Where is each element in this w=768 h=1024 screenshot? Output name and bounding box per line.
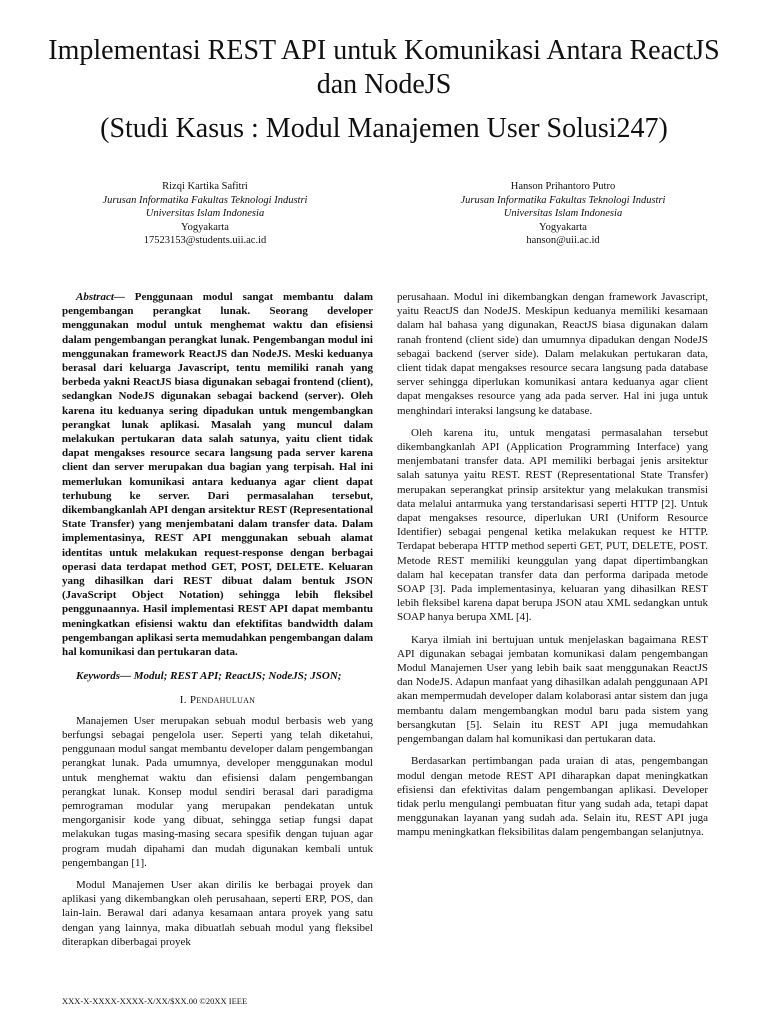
paragraph: Modul Manajemen User akan dirilis ke berbagai proyek dan aplikasi yang dikembangkan oleh perusahaan, seperti ERP, POS, dan lain-lain. Berawal dari adanya kesamaan antara proyek yang satu dengan yang lainnya, maka dibuatlah sebuah modul yang fleksibel diterapkan diberbagai proyek	[62, 878, 373, 948]
author-name: Hanson Prihantoro Putro	[510, 181, 616, 192]
abstract-text: Penggunaan modul sangat membantu dalam pengembangan perangkat lunak. Seorang developer menggunakan modul untuk menghemat waktu dan efisiensi dalam pengembangan perangkat lunak. Pengembangan modul ini menggunakan framework ReactJS dan NodeJS. Meski keduanya berasal dari keluarga Javascript, tentu memiliki ranah yang berbeda yakni ReactJS biasa digunakan sebagai frontend (client), sedangkan NodeJS digunakan sebagai backend (server). Oleh karena itu keduanya sering dipadukan untuk mengembangkan perangkat lunak aplikasi. Masalah yang muncul dalam melakukan pertukaran data salah satunya, yaitu client tidak dapat mengakses resource secara langsung pada server karena client dan server merupakan dua bagian yang terpisah. Hal ini memerlukan komunikasi antara keduanya agar client dapat terhubung ke server. Dari permasalahan tersebut, dikembangkanlah API dengan arsitektur REST (Representational State Transfer) yang menjembatani dalam transfer data. Dalam implementasinya, REST API menggunakan sebuah alamat identitas untuk melakukan request-response dengan berbagai operasi data terdapat method GET, POST, DELETE. Keluaran yang dihasilkan dari REST dibuat dalam bentuk JSON (JavaScript Object Notation) sehingga lebih fleksibel penggunaannya. Hasil implementasi REST API dapat membantu meningkatkan efisiensi waktu dan efektifitas bandwidth dalam pengembangan aplikasi serta memudahkan pengembangan dalam hal komunikasi dan pertukaran data.	[62, 291, 373, 659]
author-email: hanson@uii.ac.id	[526, 235, 600, 246]
author-univ: Universitas Islam Indonesia	[503, 208, 623, 219]
abstract	[62, 290, 373, 659]
left-column	[62, 290, 373, 957]
author-city: Yogyakarta	[181, 221, 229, 233]
title-block	[30, 34, 738, 146]
section-number: I.	[179, 694, 187, 707]
copyright-footer: XXX-X-XXXX-XXXX-X/XX/$XX.00 ©20XX IEEE	[62, 996, 248, 1006]
keywords: Keywords— Modul; REST API; ReactJS; NodeJS; JSON;	[76, 670, 342, 683]
author-2	[398, 180, 728, 248]
author-univ: Universitas Islam Indonesia	[145, 208, 265, 219]
paper-title: Implementasi REST API untuk Komunikasi Antara ReactJS dan NodeJS	[48, 35, 720, 100]
author-dept: Jurusan Informatika Fakultas Teknologi Industri	[460, 194, 666, 206]
section-heading	[62, 693, 373, 707]
paragraph: Manajemen User merupakan sebuah modul berbasis web yang berfungsi sebagai pengelola user. Seperti yang telah diketahui, penggunaan modul sangat membantu developer dalam pengembangan perangkat lunak. Pada umumnya, developer menggunakan modul untuk menghemat waktu dan efisiensi dalam pengembangan perangkat lunak. Konsep modul sendiri berasal dari paradigma pemrograman modular yang merupakan pendekatan untuk mengorganisir kode yang dibuat, sehingga setiap fungsi dapat melakukan tugas masing-masing secara spesifik dengan tujuan agar program mudah dipahami dan mudah digunakan kembali untuk pengembangan [1].	[62, 714, 373, 869]
author-name: Rizqi Kartika Safitri	[162, 181, 248, 192]
paragraph: Karya ilmiah ini bertujuan untuk menjelaskan bagaimana REST API digunakan sebagai jembatan komunikasi dalam pengembangan Modul Manajemen User yang lebih baik saat menggunakan ReactJS dan NodeJS. Adapun manfaat yang dihasilkan adalah penggunaan API akan mempermudah developer dalam kolaborasi antar sistem dan juga membantu dalam mengembangkan modul baru pada sistem yang bersangkutan [5]. Selain itu REST API juga memudahkan pengembangan dalam hal komunikasi dan pertukaran data.	[397, 633, 708, 746]
paper-subtitle: (Studi Kasus : Modul Manajemen User Solusi247)	[100, 113, 668, 144]
author-dept: Jurusan Informatika Fakultas Teknologi Industri	[102, 194, 308, 206]
right-column	[397, 290, 708, 848]
abstract-lead: Abstract—	[76, 291, 125, 303]
author-block	[40, 180, 728, 248]
author-email: 17523153@students.uii.ac.id	[143, 235, 267, 246]
author-1	[40, 180, 370, 248]
paragraph: perusahaan. Modul ini dikembangkan dengan framework Javascript, yaitu ReactJS dan NodeJS. Meskipun keduanya memiliki kesamaan dalam hal bahasa yang digunakan, ReactJS biasa digunakan dalam ranah frontend (client side) dan umumnya dipadukan dengan NodeJS sebagai backend (server side). Dalam melakukan pertukaran data, client tidak dapat mengakses resource secara langsung pada database server sehingga diperlukan komunikasi antara keduanya agar client dapat mengakses resource yang ada pada server. Hal ini juga untuk menghindari interaksi langsung ke database.	[397, 291, 708, 417]
author-city: Yogyakarta	[539, 221, 587, 233]
paragraph: Oleh karena itu, untuk mengatasi permasalahan tersebut dikembangkanlah API (Application Programming Interface) yang menjembatani transfer data. API memiliki berbagai jenis arsitektur salah satunya yaitu REST. REST (Representational State Transfer) merupakan seperangkat prinsip arsitektur yang melakukan transmisi data melalui antarmuka yang terstandarisasi seperti HTTP [2]. Untuk dapat mengakses resource, diperlukan URI (Uniform Resource Identifier) sebagai pengenal ketika melakukan request ke HTTP. Terdapat beberapa HTTP method seperti GET, PUT, DELETE, POST. Metode REST memiliki keunggulan yang dapat dipertimbangkan dalam hal kecepatan transfer data dan performa daripada metode SOAP [3]. Pada implementasinya, keluaran yang dihasilkan REST lebih fleksibel karena dapat berupa JSON atau XML sedangkan untuk SOAP hanya berupa XML [4].	[397, 426, 708, 624]
paragraph: Berdasarkan pertimbangan pada uraian di atas, pengembangan modul dengan metode REST API diharapkan dapat meningkatkan efisiensi dan efektivitas dalam pengembangan aplikasi. Developer tidak perlu mengulangi pembuatan fitur yang sudah ada, tetapi dapat menggunakan layanan yang sudah ada. Selain itu, REST API juga mampu meningkatkan fleksibilitas dalam pengembangan selanjutnya.	[397, 755, 708, 839]
section-title: Pendahuluan	[189, 694, 256, 707]
